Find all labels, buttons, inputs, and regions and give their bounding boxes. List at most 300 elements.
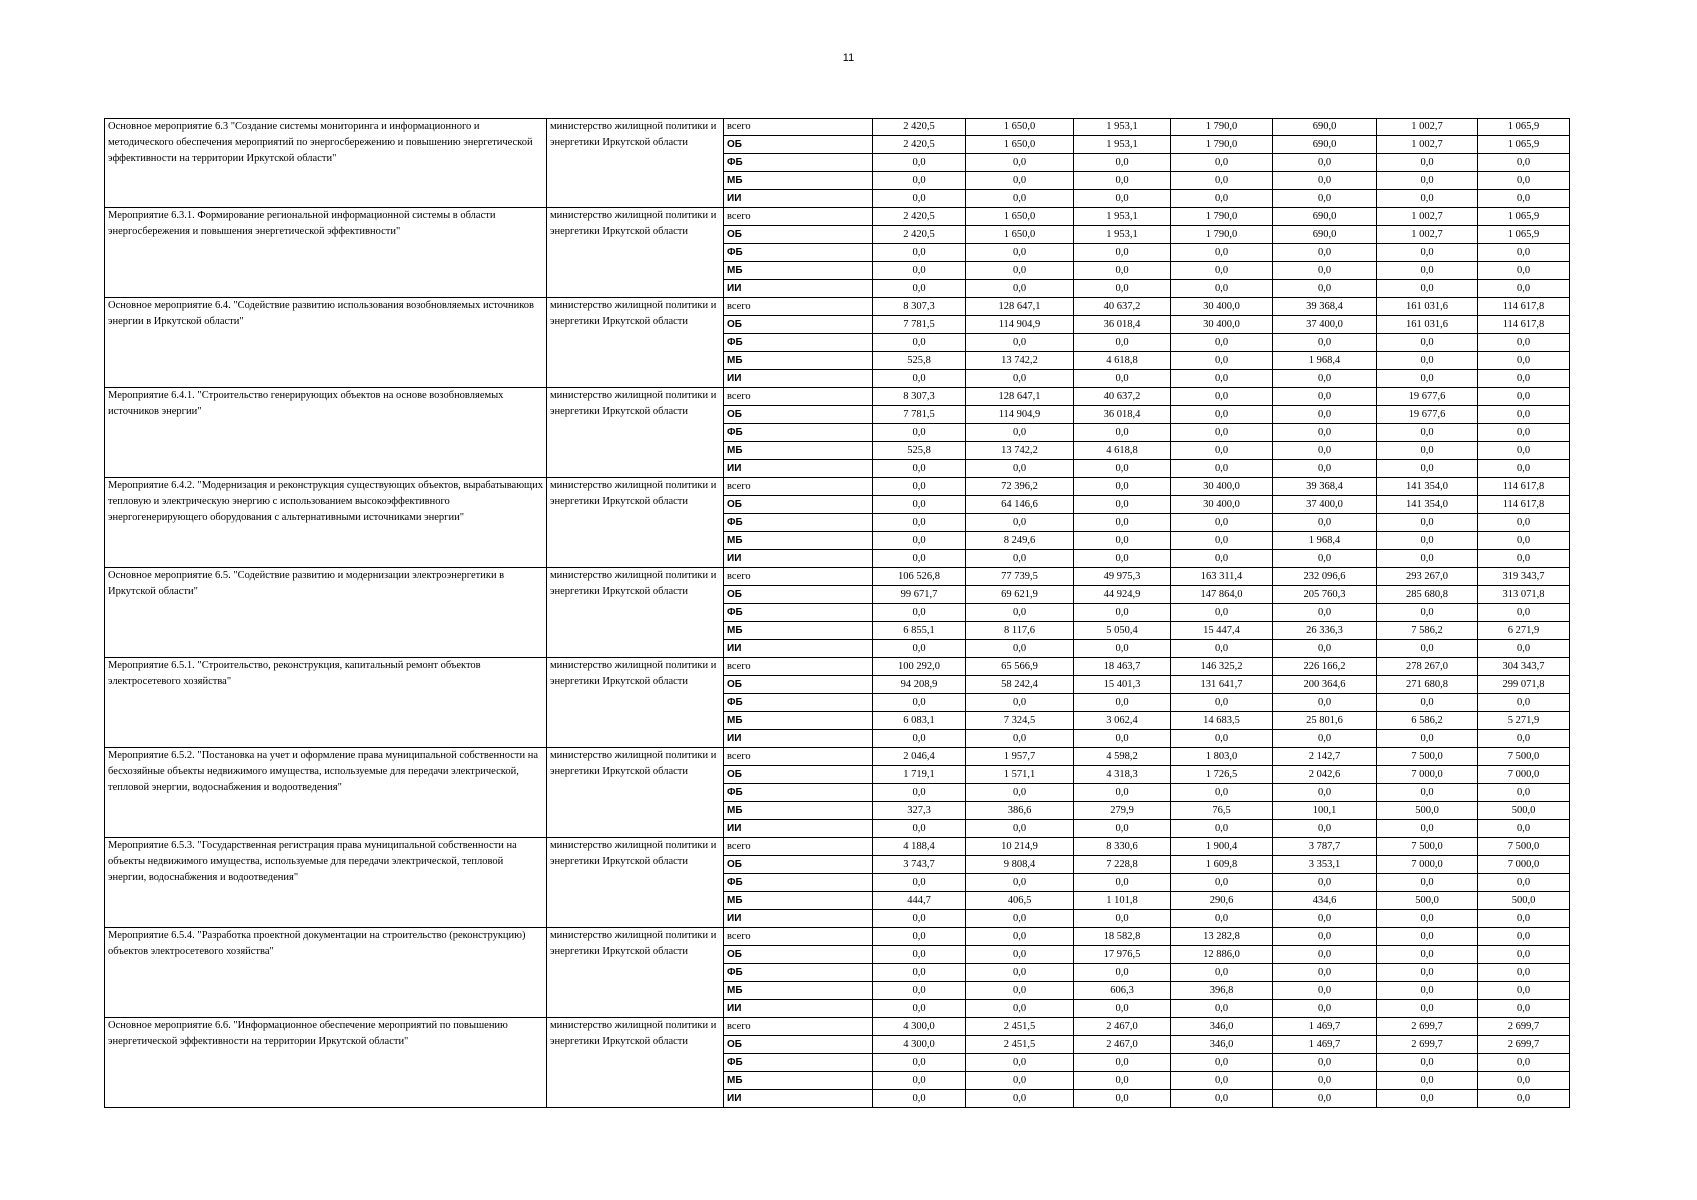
value-cell: 100,1	[1273, 802, 1377, 820]
value-cell: 146 325,2	[1171, 658, 1273, 676]
value-cell: 0,0	[1478, 190, 1570, 208]
value-cell: 0,0	[1377, 280, 1478, 298]
value-cell: 346,0	[1171, 1036, 1273, 1054]
value-cell: 0,0	[1377, 370, 1478, 388]
value-cell: 39 368,4	[1273, 298, 1377, 316]
value-cell: 271 680,8	[1377, 676, 1478, 694]
activity-name: Мероприятие 6.3.1. Формирование региональной информационной системы в области энергосбережения и повышения энергетической эффективности"	[105, 208, 547, 298]
activity-name: Мероприятие 6.5.4. "Разработка проектной документации на строительство (реконструкцию) объектов электросетевого хозяйства"	[105, 928, 547, 1018]
value-cell: 0,0	[873, 370, 966, 388]
value-cell: 0,0	[1273, 172, 1377, 190]
executor-cell: министерство жилищной политики и энергетики Иркутской области	[547, 568, 724, 658]
executor-cell: министерство жилищной политики и энергетики Иркутской области	[547, 119, 724, 208]
value-cell: 4 618,8	[1074, 442, 1171, 460]
value-cell: 0,0	[1377, 1000, 1478, 1018]
value-cell: 0,0	[873, 514, 966, 532]
value-cell: 0,0	[1478, 1090, 1570, 1108]
value-cell: 0,0	[1273, 1054, 1377, 1072]
value-cell: 1 650,0	[966, 136, 1074, 154]
funding-source: ФБ	[724, 244, 873, 262]
value-cell: 128 647,1	[966, 388, 1074, 406]
value-cell: 0,0	[966, 514, 1074, 532]
value-cell: 1 953,1	[1074, 226, 1171, 244]
value-cell: 0,0	[966, 1090, 1074, 1108]
value-cell: 0,0	[1377, 730, 1478, 748]
value-cell: 2 699,7	[1377, 1018, 1478, 1036]
value-cell: 0,0	[1171, 262, 1273, 280]
value-cell: 0,0	[1171, 964, 1273, 982]
activity-name: Основное мероприятие 6.6. "Информационное обеспечение мероприятий по повышению энергетической эффективности на территории Иркутской области"	[105, 1018, 547, 1108]
value-cell: 17 976,5	[1074, 946, 1171, 964]
value-cell: 0,0	[1377, 982, 1478, 1000]
value-cell: 205 760,3	[1273, 586, 1377, 604]
value-cell: 141 354,0	[1377, 478, 1478, 496]
value-cell: 0,0	[966, 190, 1074, 208]
value-cell: 500,0	[1377, 892, 1478, 910]
funding-source: ОБ	[724, 1036, 873, 1054]
value-cell: 77 739,5	[966, 568, 1074, 586]
value-cell: 0,0	[966, 424, 1074, 442]
value-cell: 0,0	[966, 820, 1074, 838]
value-cell: 0,0	[1273, 1072, 1377, 1090]
value-cell: 0,0	[1478, 1072, 1570, 1090]
value-cell: 0,0	[1478, 460, 1570, 478]
value-cell: 6 083,1	[873, 712, 966, 730]
value-cell: 114 617,8	[1478, 316, 1570, 334]
value-cell: 0,0	[1377, 514, 1478, 532]
value-cell: 0,0	[873, 334, 966, 352]
value-cell: 0,0	[1478, 874, 1570, 892]
value-cell: 76,5	[1171, 802, 1273, 820]
value-cell: 0,0	[873, 1054, 966, 1072]
value-cell: 7 500,0	[1377, 748, 1478, 766]
value-cell: 99 671,7	[873, 586, 966, 604]
value-cell: 13 742,2	[966, 442, 1074, 460]
value-cell: 2 451,5	[966, 1036, 1074, 1054]
table-row	[105, 1018, 1570, 1036]
value-cell: 1 790,0	[1171, 119, 1273, 136]
value-cell: 0,0	[873, 1072, 966, 1090]
activity-name: Мероприятие 6.5.3. "Государственная регистрация права муниципальной собственности на объекты недвижимого имущества, используемые для передачи электрической, тепловой энергии, водоснабжения и водоотведения"	[105, 838, 547, 928]
value-cell: 500,0	[1478, 892, 1570, 910]
value-cell: 0,0	[1377, 262, 1478, 280]
value-cell: 44 924,9	[1074, 586, 1171, 604]
value-cell: 100 292,0	[873, 658, 966, 676]
value-cell: 58 242,4	[966, 676, 1074, 694]
value-cell: 0,0	[1478, 442, 1570, 460]
value-cell: 1 650,0	[966, 119, 1074, 136]
value-cell: 0,0	[1478, 406, 1570, 424]
value-cell: 7 228,8	[1074, 856, 1171, 874]
funding-table	[104, 118, 1570, 1108]
value-cell: 7 000,0	[1377, 766, 1478, 784]
value-cell: 0,0	[873, 280, 966, 298]
value-cell: 0,0	[1478, 784, 1570, 802]
value-cell: 26 336,3	[1273, 622, 1377, 640]
funding-source: всего	[724, 748, 873, 766]
value-cell: 0,0	[873, 910, 966, 928]
value-cell: 0,0	[966, 460, 1074, 478]
value-cell: 0,0	[1478, 172, 1570, 190]
value-cell: 0,0	[873, 190, 966, 208]
value-cell: 1 002,7	[1377, 226, 1478, 244]
value-cell: 0,0	[1171, 442, 1273, 460]
funding-source: ИИ	[724, 1000, 873, 1018]
value-cell: 2 046,4	[873, 748, 966, 766]
value-cell: 0,0	[1273, 820, 1377, 838]
value-cell: 0,0	[873, 730, 966, 748]
value-cell: 65 566,9	[966, 658, 1074, 676]
value-cell: 0,0	[966, 910, 1074, 928]
value-cell: 1 002,7	[1377, 208, 1478, 226]
value-cell: 0,0	[1074, 604, 1171, 622]
value-cell: 0,0	[1377, 640, 1478, 658]
value-cell: 0,0	[1273, 406, 1377, 424]
value-cell: 0,0	[1074, 262, 1171, 280]
value-cell: 0,0	[966, 1072, 1074, 1090]
value-cell: 0,0	[1377, 334, 1478, 352]
value-cell: 0,0	[1074, 910, 1171, 928]
value-cell: 444,7	[873, 892, 966, 910]
value-cell: 606,3	[1074, 982, 1171, 1000]
value-cell: 40 637,2	[1074, 298, 1171, 316]
value-cell: 1 571,1	[966, 766, 1074, 784]
value-cell: 1 650,0	[966, 226, 1074, 244]
value-cell: 2 699,7	[1478, 1018, 1570, 1036]
value-cell: 0,0	[1074, 1054, 1171, 1072]
funding-source: всего	[724, 298, 873, 316]
value-cell: 0,0	[1171, 460, 1273, 478]
value-cell: 114 617,8	[1478, 478, 1570, 496]
value-cell: 0,0	[966, 244, 1074, 262]
value-cell: 0,0	[966, 604, 1074, 622]
value-cell: 0,0	[1171, 172, 1273, 190]
value-cell: 1 900,4	[1171, 838, 1273, 856]
value-cell: 0,0	[1074, 640, 1171, 658]
funding-source: ИИ	[724, 910, 873, 928]
value-cell: 0,0	[1377, 352, 1478, 370]
value-cell: 4 618,8	[1074, 352, 1171, 370]
value-cell: 37 400,0	[1273, 496, 1377, 514]
value-cell: 0,0	[1074, 460, 1171, 478]
value-cell: 7 586,2	[1377, 622, 1478, 640]
value-cell: 1 957,7	[966, 748, 1074, 766]
value-cell: 0,0	[1273, 784, 1377, 802]
value-cell: 2 420,5	[873, 119, 966, 136]
value-cell: 13 282,8	[1171, 928, 1273, 946]
funding-source: ИИ	[724, 640, 873, 658]
value-cell: 0,0	[1171, 154, 1273, 172]
value-cell: 114 617,8	[1478, 298, 1570, 316]
value-cell: 0,0	[1273, 262, 1377, 280]
value-cell: 0,0	[1171, 910, 1273, 928]
value-cell: 1 002,7	[1377, 119, 1478, 136]
value-cell: 0,0	[873, 460, 966, 478]
value-cell: 0,0	[873, 172, 966, 190]
funding-source: всего	[724, 928, 873, 946]
value-cell: 0,0	[1377, 946, 1478, 964]
value-cell: 0,0	[966, 154, 1074, 172]
value-cell: 0,0	[1273, 910, 1377, 928]
value-cell: 8 330,6	[1074, 838, 1171, 856]
value-cell: 304 343,7	[1478, 658, 1570, 676]
value-cell: 30 400,0	[1171, 478, 1273, 496]
value-cell: 1 968,4	[1273, 352, 1377, 370]
value-cell: 0,0	[966, 550, 1074, 568]
value-cell: 0,0	[873, 496, 966, 514]
value-cell: 12 886,0	[1171, 946, 1273, 964]
value-cell: 13 742,2	[966, 352, 1074, 370]
executor-cell: министерство жилищной политики и энергетики Иркутской области	[547, 928, 724, 1018]
value-cell: 1 065,9	[1478, 119, 1570, 136]
value-cell: 141 354,0	[1377, 496, 1478, 514]
value-cell: 19 677,6	[1377, 406, 1478, 424]
value-cell: 9 808,4	[966, 856, 1074, 874]
executor-cell: министерство жилищной политики и энергетики Иркутской области	[547, 838, 724, 928]
funding-source: МБ	[724, 712, 873, 730]
value-cell: 0,0	[1377, 964, 1478, 982]
value-cell: 10 214,9	[966, 838, 1074, 856]
funding-source: ОБ	[724, 496, 873, 514]
value-cell: 0,0	[1171, 1000, 1273, 1018]
table-row	[105, 928, 1570, 946]
funding-source: всего	[724, 119, 873, 136]
value-cell: 0,0	[1377, 244, 1478, 262]
value-cell: 0,0	[1478, 730, 1570, 748]
value-cell: 1 469,7	[1273, 1036, 1377, 1054]
value-cell: 1 803,0	[1171, 748, 1273, 766]
value-cell: 0,0	[1377, 550, 1478, 568]
value-cell: 0,0	[1171, 1072, 1273, 1090]
value-cell: 0,0	[1171, 694, 1273, 712]
value-cell: 0,0	[1377, 424, 1478, 442]
funding-source: всего	[724, 658, 873, 676]
value-cell: 0,0	[1074, 730, 1171, 748]
value-cell: 1 953,1	[1074, 119, 1171, 136]
value-cell: 0,0	[966, 640, 1074, 658]
table-body	[105, 119, 1570, 1108]
value-cell: 7 000,0	[1478, 856, 1570, 874]
value-cell: 0,0	[873, 532, 966, 550]
value-cell: 0,0	[1273, 442, 1377, 460]
value-cell: 0,0	[1377, 442, 1478, 460]
value-cell: 386,6	[966, 802, 1074, 820]
funding-source: ФБ	[724, 424, 873, 442]
value-cell: 3 353,1	[1273, 856, 1377, 874]
value-cell: 0,0	[873, 550, 966, 568]
table-row	[105, 838, 1570, 856]
funding-source: ОБ	[724, 856, 873, 874]
value-cell: 0,0	[966, 172, 1074, 190]
value-cell: 0,0	[1478, 532, 1570, 550]
value-cell: 1 469,7	[1273, 1018, 1377, 1036]
value-cell: 0,0	[966, 262, 1074, 280]
value-cell: 0,0	[873, 784, 966, 802]
value-cell: 690,0	[1273, 119, 1377, 136]
value-cell: 49 975,3	[1074, 568, 1171, 586]
value-cell: 525,8	[873, 352, 966, 370]
value-cell: 0,0	[1074, 874, 1171, 892]
value-cell: 0,0	[1377, 460, 1478, 478]
value-cell: 6 855,1	[873, 622, 966, 640]
value-cell: 0,0	[1074, 514, 1171, 532]
value-cell: 0,0	[1273, 982, 1377, 1000]
value-cell: 128 647,1	[966, 298, 1074, 316]
value-cell: 0,0	[1171, 334, 1273, 352]
table-row	[105, 208, 1570, 226]
value-cell: 690,0	[1273, 136, 1377, 154]
value-cell: 0,0	[873, 154, 966, 172]
value-cell: 0,0	[1478, 694, 1570, 712]
value-cell: 1 953,1	[1074, 208, 1171, 226]
value-cell: 4 300,0	[873, 1018, 966, 1036]
value-cell: 0,0	[1074, 244, 1171, 262]
value-cell: 500,0	[1478, 802, 1570, 820]
value-cell: 15 401,3	[1074, 676, 1171, 694]
value-cell: 0,0	[1171, 532, 1273, 550]
value-cell: 0,0	[1478, 388, 1570, 406]
value-cell: 7 000,0	[1478, 766, 1570, 784]
value-cell: 7 781,5	[873, 406, 966, 424]
value-cell: 0,0	[966, 982, 1074, 1000]
value-cell: 1 065,9	[1478, 208, 1570, 226]
value-cell: 0,0	[1478, 334, 1570, 352]
value-cell: 0,0	[1074, 496, 1171, 514]
value-cell: 0,0	[1273, 604, 1377, 622]
value-cell: 0,0	[1273, 244, 1377, 262]
table-row	[105, 748, 1570, 766]
value-cell: 30 400,0	[1171, 298, 1273, 316]
value-cell: 0,0	[1377, 1054, 1478, 1072]
value-cell: 1 101,8	[1074, 892, 1171, 910]
funding-source: МБ	[724, 622, 873, 640]
value-cell: 690,0	[1273, 226, 1377, 244]
value-cell: 0,0	[1171, 640, 1273, 658]
value-cell: 0,0	[1377, 820, 1478, 838]
value-cell: 0,0	[873, 262, 966, 280]
value-cell: 1 790,0	[1171, 226, 1273, 244]
table-row	[105, 388, 1570, 406]
activity-name: Мероприятие 6.4.1. "Строительство генерирующих объектов на основе возобновляемых источников энергии"	[105, 388, 547, 478]
value-cell: 0,0	[1273, 550, 1377, 568]
funding-source: МБ	[724, 262, 873, 280]
funding-source: ОБ	[724, 226, 873, 244]
funding-source: ФБ	[724, 694, 873, 712]
funding-source: ФБ	[724, 334, 873, 352]
value-cell: 0,0	[1478, 514, 1570, 532]
value-cell: 0,0	[873, 244, 966, 262]
value-cell: 0,0	[966, 1054, 1074, 1072]
value-cell: 0,0	[1074, 964, 1171, 982]
value-cell: 0,0	[873, 1000, 966, 1018]
value-cell: 0,0	[1478, 280, 1570, 298]
value-cell: 0,0	[1377, 604, 1478, 622]
value-cell: 0,0	[1273, 694, 1377, 712]
funding-source: МБ	[724, 352, 873, 370]
value-cell: 1 790,0	[1171, 208, 1273, 226]
value-cell: 6 586,2	[1377, 712, 1478, 730]
executor-cell: министерство жилищной политики и энергетики Иркутской области	[547, 1018, 724, 1108]
activity-name: Мероприятие 6.4.2. "Модернизация и реконструкция существующих объектов, вырабатывающих тепловую и электрическую энергию с использованием высокоэффективного энергогенерирующего оборудования с альтернативными источниками энергии"	[105, 478, 547, 568]
value-cell: 0,0	[966, 280, 1074, 298]
executor-cell: министерство жилищной политики и энергетики Иркутской области	[547, 478, 724, 568]
activity-name: Мероприятие 6.5.1. "Строительство, реконструкция, капитальный ремонт объектов электросетевого хозяйства"	[105, 658, 547, 748]
executor-cell: министерство жилищной политики и энергетики Иркутской области	[547, 388, 724, 478]
funding-source: МБ	[724, 532, 873, 550]
value-cell: 0,0	[1074, 1072, 1171, 1090]
value-cell: 434,6	[1273, 892, 1377, 910]
value-cell: 0,0	[1273, 370, 1377, 388]
value-cell: 0,0	[1074, 694, 1171, 712]
value-cell: 0,0	[1273, 874, 1377, 892]
value-cell: 0,0	[1074, 784, 1171, 802]
funding-source: всего	[724, 568, 873, 586]
value-cell: 7 500,0	[1377, 838, 1478, 856]
value-cell: 0,0	[1273, 928, 1377, 946]
funding-source: ИИ	[724, 730, 873, 748]
funding-source: всего	[724, 1018, 873, 1036]
funding-source: ФБ	[724, 784, 873, 802]
value-cell: 0,0	[1478, 244, 1570, 262]
value-cell: 0,0	[1377, 172, 1478, 190]
value-cell: 0,0	[1377, 1072, 1478, 1090]
value-cell: 114 617,8	[1478, 496, 1570, 514]
funding-source: МБ	[724, 1072, 873, 1090]
value-cell: 147 864,0	[1171, 586, 1273, 604]
value-cell: 1 790,0	[1171, 136, 1273, 154]
executor-cell: министерство жилищной политики и энергетики Иркутской области	[547, 208, 724, 298]
funding-source: ИИ	[724, 820, 873, 838]
value-cell: 8 117,6	[966, 622, 1074, 640]
value-cell: 0,0	[1273, 730, 1377, 748]
table-row	[105, 568, 1570, 586]
value-cell: 0,0	[966, 784, 1074, 802]
value-cell: 285 680,8	[1377, 586, 1478, 604]
value-cell: 72 396,2	[966, 478, 1074, 496]
value-cell: 232 096,6	[1273, 568, 1377, 586]
value-cell: 0,0	[1074, 424, 1171, 442]
value-cell: 0,0	[1377, 928, 1478, 946]
value-cell: 0,0	[1478, 352, 1570, 370]
value-cell: 0,0	[873, 982, 966, 1000]
value-cell: 0,0	[1171, 190, 1273, 208]
funding-source: ИИ	[724, 370, 873, 388]
funding-source: всего	[724, 388, 873, 406]
value-cell: 0,0	[966, 370, 1074, 388]
value-cell: 1 065,9	[1478, 136, 1570, 154]
funding-source: ИИ	[724, 280, 873, 298]
value-cell: 0,0	[873, 478, 966, 496]
value-cell: 2 042,6	[1273, 766, 1377, 784]
value-cell: 0,0	[873, 874, 966, 892]
value-cell: 0,0	[1171, 352, 1273, 370]
activity-name: Основное мероприятие 6.3 "Создание системы мониторинга и информационного и методического обеспечения мероприятий по энергосбережению и повышению энергетической эффективности на территории Иркутской области"	[105, 119, 547, 208]
value-cell: 0,0	[1273, 424, 1377, 442]
value-cell: 278 267,0	[1377, 658, 1478, 676]
value-cell: 0,0	[873, 1090, 966, 1108]
value-cell: 1 968,4	[1273, 532, 1377, 550]
value-cell: 1 726,5	[1171, 766, 1273, 784]
value-cell: 0,0	[1074, 190, 1171, 208]
funding-source: ФБ	[724, 1054, 873, 1072]
value-cell: 0,0	[1171, 730, 1273, 748]
value-cell: 5 050,4	[1074, 622, 1171, 640]
value-cell: 0,0	[1171, 784, 1273, 802]
funding-source: всего	[724, 478, 873, 496]
value-cell: 0,0	[1074, 370, 1171, 388]
value-cell: 0,0	[1171, 604, 1273, 622]
funding-source: ФБ	[724, 514, 873, 532]
